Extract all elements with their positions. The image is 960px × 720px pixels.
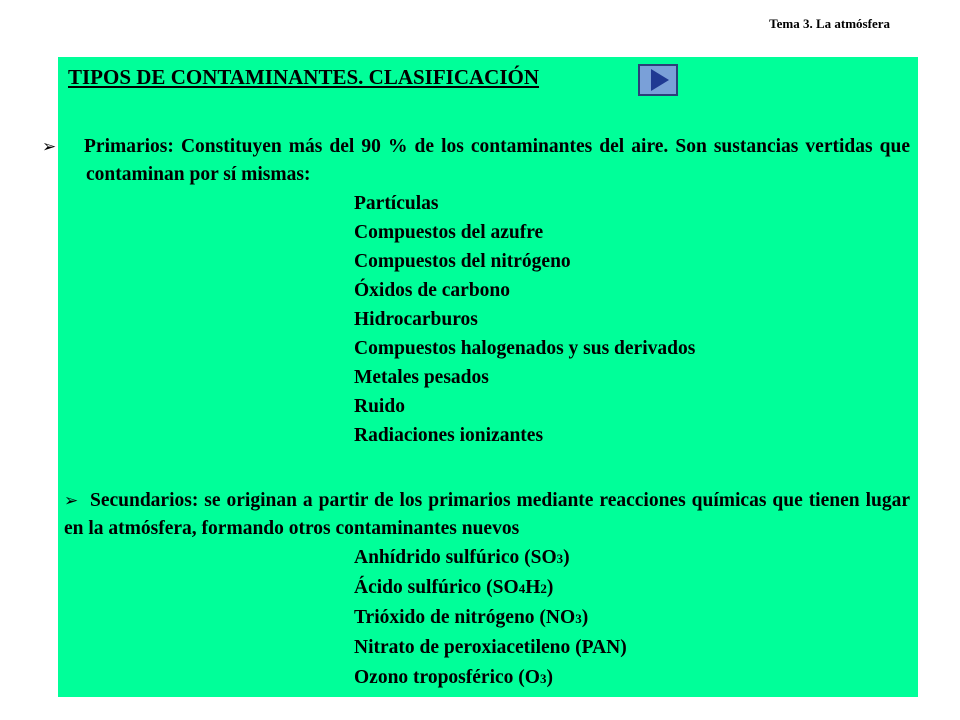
secondary-list bbox=[64, 543, 910, 693]
slide-title: TIPOS DE CONTAMINANTES. CLASIFICACIÓN bbox=[68, 65, 540, 89]
list-item: Radiaciones ionizantes bbox=[354, 425, 544, 446]
list-item: Hidrocarburos bbox=[354, 309, 478, 330]
primary-list bbox=[64, 189, 910, 450]
list-item: Ozono troposférico (O3) bbox=[354, 667, 553, 688]
primary-paragraph bbox=[42, 133, 910, 189]
list-item: Partículas bbox=[354, 193, 439, 214]
list-item: Óxidos de carbono bbox=[354, 280, 511, 301]
slide-header-label: Tema 3. La atmósfera bbox=[769, 16, 890, 31]
list-item: Nitrato de peroxiacetileno (PAN) bbox=[354, 637, 627, 658]
list-item: Ruido bbox=[354, 396, 405, 417]
list-item: Trióxido de nitrógeno (NO3) bbox=[354, 607, 589, 628]
content-panel bbox=[42, 57, 918, 697]
list-item: Metales pesados bbox=[354, 367, 489, 388]
secondary-text: Secundarios: se originan a partir de los primarios mediante reacciones químicas que tienen lugar en la atmósfera, formando otros contaminantes nuevos bbox=[64, 490, 910, 539]
arrow-bullet-icon: ➢ bbox=[64, 491, 79, 511]
next-arrow-icon bbox=[640, 66, 676, 94]
list-item: Anhídrido sulfúrico (SO3) bbox=[354, 547, 570, 568]
primary-section bbox=[42, 133, 910, 450]
secondary-section bbox=[64, 487, 910, 693]
next-slide-button[interactable] bbox=[638, 64, 678, 96]
secondary-paragraph bbox=[64, 487, 910, 543]
list-item: Compuestos del nitrógeno bbox=[354, 251, 571, 272]
primary-text: Primarios: Constituyen más del 90 % de los contaminantes del aire. Son sustancias vertidas que contaminan por sí mismas: bbox=[84, 136, 910, 185]
arrow-bullet-icon: ➢ bbox=[42, 137, 57, 157]
list-item: Ácido sulfúrico (SO4H2) bbox=[354, 577, 554, 598]
list-item: Compuestos del azufre bbox=[354, 222, 544, 243]
list-item: Compuestos halogenados y sus derivados bbox=[354, 338, 696, 359]
